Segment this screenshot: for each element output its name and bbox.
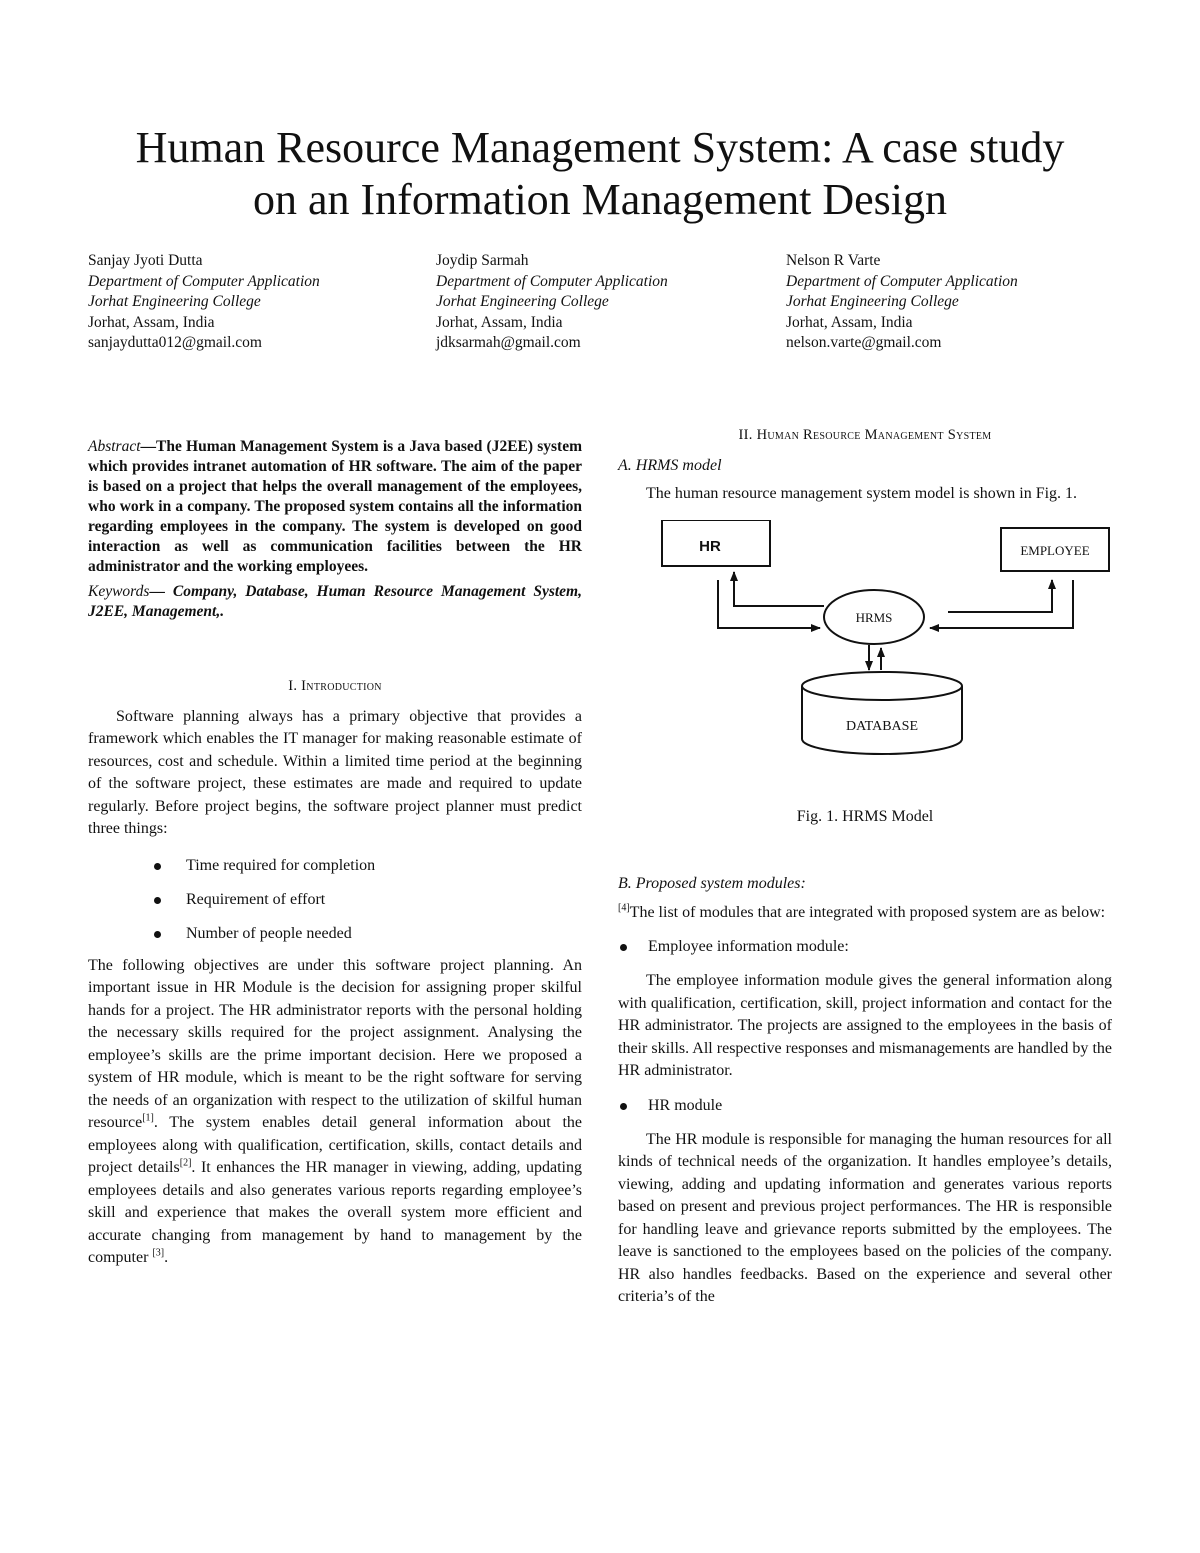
right-column <box>618 424 1112 1309</box>
arrow-hrms-to-employee <box>948 580 1052 612</box>
database-cylinder-top <box>802 672 962 700</box>
author-name: Sanjay Jyoti Dutta <box>88 252 203 269</box>
database-label: DATABASE <box>846 718 918 734</box>
author-2 <box>436 251 668 354</box>
list-item: Number of people needed <box>88 923 582 945</box>
hrms-label: HRMS <box>855 609 893 625</box>
author-location: Jorhat, Assam, India <box>786 313 913 331</box>
subsection-b-heading: B. Proposed system modules: <box>618 875 806 892</box>
author-college: Jorhat Engineering College <box>786 293 959 310</box>
author-location: Jorhat, Assam, India <box>88 313 215 331</box>
intro-heading: I. Introduction <box>288 678 382 694</box>
left-column <box>88 437 582 1270</box>
abstract <box>88 437 582 577</box>
module-2-text: The HR module is responsible for managing the human resources for all kinds of technical needs of the organization. It handles employee’s details, viewing, adding and updating information and generates various reports based on present and previous project performances. The HR is responsible for handling leave and grievance reports submitted by the employees. The leave is sanctioned to the employees based on the policies of the company. HR also handles feedbacks. Based on the experience and several other criteria’s of the <box>618 1130 1112 1305</box>
list-item: Requirement of effort <box>88 889 582 911</box>
title-line-2: on an Information Management Design <box>252 175 948 224</box>
keywords-text: — Company, Database, Human Resource Management System, J2EE, Management,. <box>88 583 582 620</box>
figure-caption: Fig. 1. HRMS Model <box>796 807 934 825</box>
module-list-1 <box>618 936 1112 958</box>
module-1-text: The employee information module gives the general information along with qualification, certification, skill, project information and contact for the HR administrator. The projects are assigned to the employees in the basis of their skills. All respective responses and mismanagements are handled by the HR administrator. <box>618 972 1112 1079</box>
citation-ref: [3] <box>152 1247 165 1259</box>
hr-label: HR <box>699 537 721 555</box>
paper-title <box>40 122 1160 226</box>
author-email: jdksarmah@gmail.com <box>436 334 581 351</box>
intro-text: The following objectives are under this software project planning. An important issue in HR Module is the decision for assigning proper skilful hands for a project. The HR administrator reports with the personal holding the necessary skills required for the project assignment. Analysing the employee’s skills are the prime important decision. Here we proposed a system of HR module, which is meant to be the right software for serving the needs of an organization with respect to the utilization of skilful human resource <box>88 956 582 1131</box>
subsection-a-text: The human resource management system model is shown in Fig. 1. <box>646 485 1078 502</box>
author-name: Joydip Sarmah <box>436 252 529 269</box>
author-email: sanjaydutta012@gmail.com <box>88 334 262 351</box>
author-email: nelson.varte@gmail.com <box>786 334 942 351</box>
keywords-label: Keywords <box>88 583 150 600</box>
title-line-1: Human Resource Management System: A case study <box>135 123 1065 172</box>
author-dept: Department of Computer Application <box>88 272 320 290</box>
list-item: Time required for completion <box>88 855 582 877</box>
author-college: Jorhat Engineering College <box>436 293 609 310</box>
author-location: Jorhat, Assam, India <box>436 313 563 331</box>
intro-text: . The system enables detail general information about the employees along with qualification, certification, skills, contact details and project details <box>88 1114 582 1176</box>
module-list-2 <box>618 1095 1112 1117</box>
citation-ref: [2] <box>179 1157 192 1169</box>
list-item: HR module <box>618 1095 1112 1117</box>
section-2-heading: II. Human Resource Management System <box>738 427 992 443</box>
author-dept: Department of Computer Application <box>786 272 1018 290</box>
abstract-text: —The Human Management System is a Java based (J2EE) system which provides intranet automation of HR software. The aim of the paper is based on a project that helps the overall management of the employees, who work in a company. The proposed system contains all the information regarding employees in the company. The system is developed on good interaction as well as communication facilities between the HR administrator and the working employees. <box>88 438 582 575</box>
author-dept: Department of Computer Application <box>436 272 668 290</box>
subsection-b-text <box>618 902 1112 925</box>
intro-paragraph-1: Software planning always has a primary objective that provides a framework which enables the IT manager for making reasonable estimate of resources, cost and schedule. Within a limited time period at the beginning of the software project, these estimates are made and required to update regularly. Before project begins, the software project planner must predict three things: <box>88 707 582 837</box>
citation-ref: [4] <box>618 902 630 914</box>
arrow-hrms-to-hr <box>734 572 824 606</box>
intro-bullet-list <box>88 855 582 945</box>
hrms-model-diagram <box>618 520 1112 770</box>
keywords <box>88 582 582 622</box>
intro-text: . It enhances the HR manager in viewing, adding, updating employees details and also generates various reports regarding employee’s skill and experience that makes the overall system more efficient and accurate changing from management by hand to management by the computer <box>88 1159 583 1266</box>
subsection-a-heading: A. HRMS model <box>618 456 722 474</box>
author-name: Nelson R Varte <box>786 252 881 269</box>
author-college: Jorhat Engineering College <box>88 293 261 310</box>
intro-text: . <box>164 1249 169 1266</box>
intro-paragraph-2 <box>88 955 582 1270</box>
list-item: Employee information module: <box>618 936 1112 958</box>
subsection-b-intro: The list of modules that are integrated with proposed system are as below: <box>629 903 1106 921</box>
employee-label: EMPLOYEE <box>1020 542 1090 558</box>
author-1 <box>88 251 320 354</box>
abstract-label: Abstract <box>88 438 141 455</box>
author-3 <box>786 251 1018 354</box>
citation-ref: [1] <box>142 1112 154 1124</box>
